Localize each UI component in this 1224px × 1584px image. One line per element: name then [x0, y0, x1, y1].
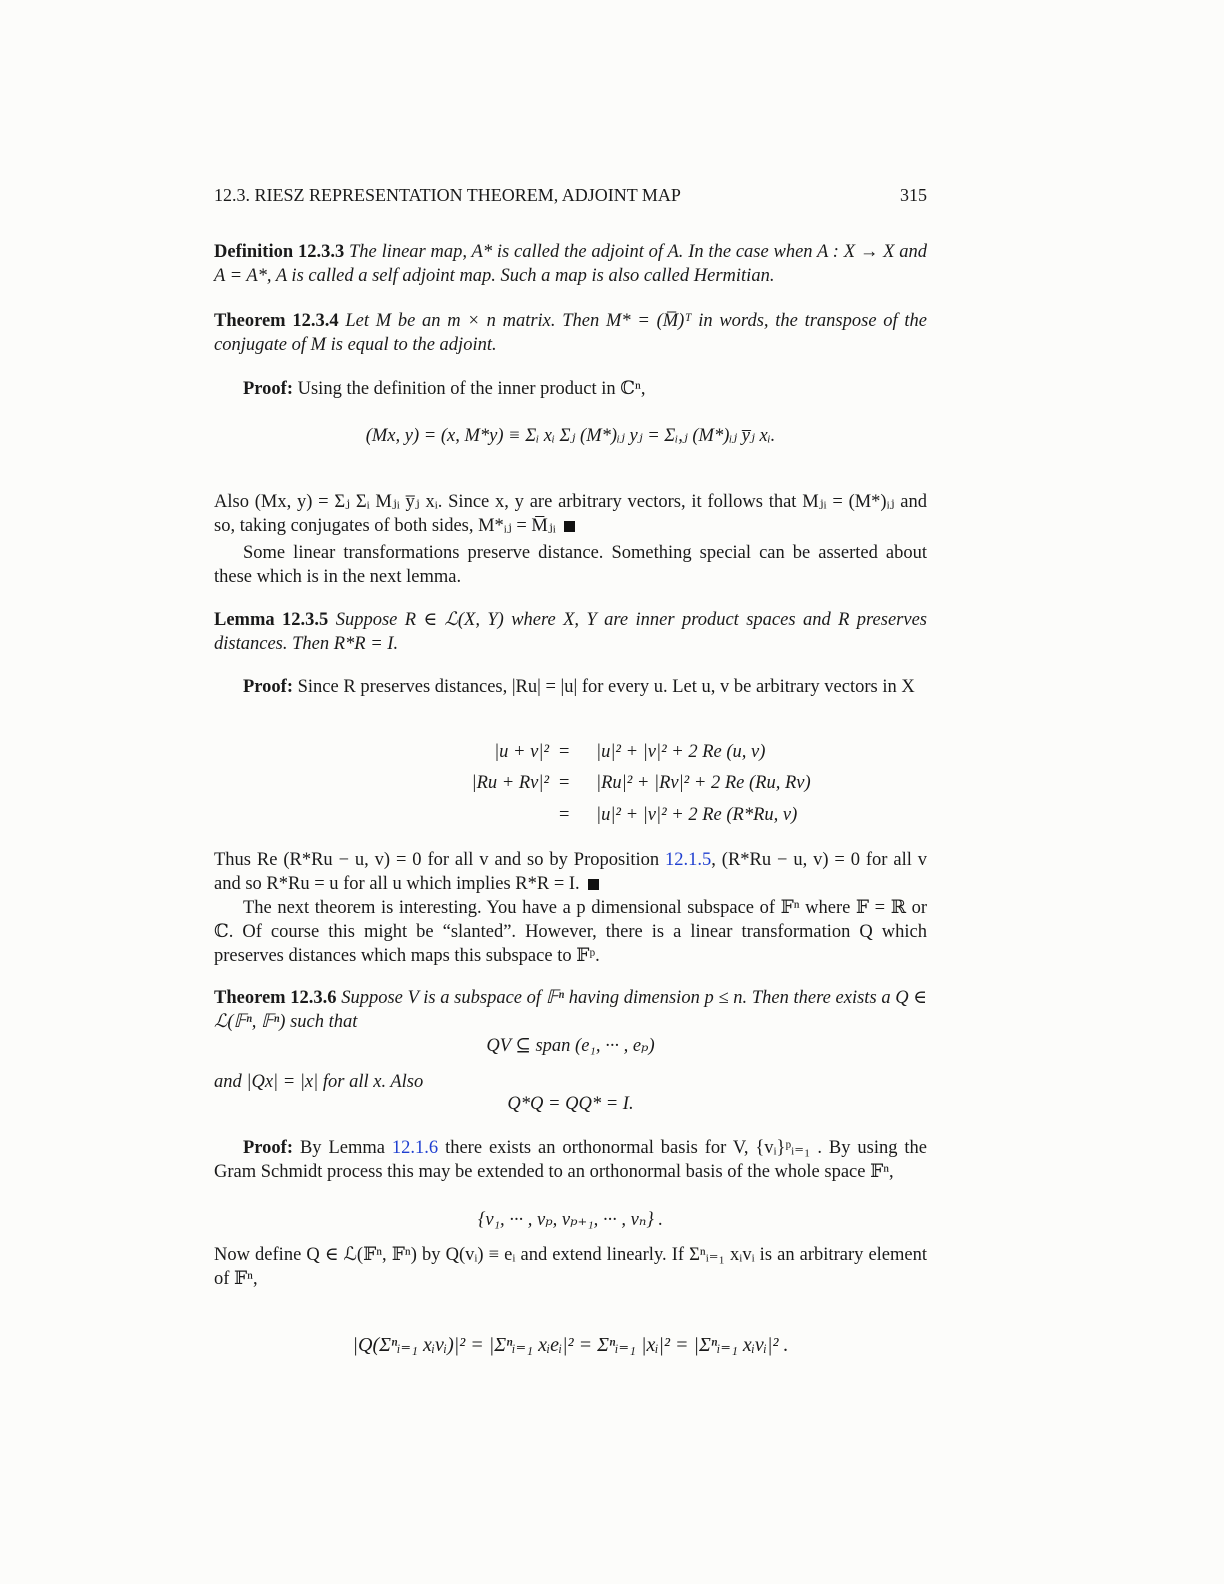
- equation-lhs: |Ru + Rv|²: [471, 773, 549, 793]
- proof-text: , (R*Ru − u, v) = 0 for all v and so R*Ru = u for all u which implies R*R = I.: [214, 850, 927, 894]
- definition-text: The linear map, A* is called the adjoint of A. In the case when A : X → X and A = A*, A is called a self adjoint map. Such a map is also called Hermitian.: [214, 242, 928, 286]
- proof-label: Proof:: [243, 379, 293, 399]
- paragraph-lead-in: The next theorem is interesting. You have a p dimensional subspace of 𝔽ⁿ where 𝔽 = ℝ or ℂ. Of course this might be “slanted”. However, there is a linear transformation Q which preserves distances which maps this subspace to 𝔽ᵖ.: [214, 898, 927, 966]
- theorem-equation-2: Q*Q = QQ* = I.: [507, 1094, 634, 1114]
- proof-1-equation: (Mx, y) = (x, M*y) ≡ Σᵢ xᵢ Σⱼ (M*)ᵢⱼ yⱼ = Σᵢ,ⱼ (M*)ᵢⱼ y̅ⱼ xᵢ.: [365, 426, 776, 446]
- lemma-label: Lemma 12.3.5: [214, 610, 329, 630]
- theorem-label: Theorem 12.3.6: [214, 988, 337, 1008]
- theorem-12-3-4: [214, 309, 927, 357]
- proof-label: Proof:: [243, 677, 293, 697]
- theorem-label: Theorem 12.3.4: [214, 311, 339, 331]
- theorem-12-3-6: [214, 986, 927, 1034]
- equation-relation: =: [559, 773, 570, 793]
- theorem-text-continued: and |Qx| = |x| for all x. Also: [214, 1072, 424, 1092]
- theorem-text: Let M be an m × n matrix. Then M* = (M̅)ᵀ in words, the transpose of the conjugate of M is equal to the adjoint.: [214, 311, 928, 355]
- proof-3-continuation: Now define Q ∈ ℒ(𝔽ⁿ, 𝔽ⁿ) by Q(vᵢ) ≡ eᵢ and extend linearly. If Σⁿᵢ₌₁ xᵢvᵢ is an arbitrary element of 𝔽ⁿ,: [214, 1245, 927, 1289]
- definition-12-3-3: [214, 240, 927, 288]
- proof-text: Since R preserves distances, |Ru| = |u| for every u. Let u, v be arbitrary vectors in X: [297, 677, 915, 697]
- proof-text: Using the definition of the inner product in ℂⁿ,: [297, 379, 646, 399]
- paragraph-lead-in: Some linear transformations preserve distance. Something special can be asserted about these which is in the next lemma.: [214, 543, 927, 587]
- lemma-text: Suppose R ∈ ℒ(X, Y) where X, Y are inner product spaces and R preserves distances. Then R*R = I.: [214, 610, 927, 654]
- basis-set: {v₁, ··· , vₚ, vₚ₊₁, ··· , vₙ} .: [477, 1210, 664, 1230]
- equation-rhs: |u|² + |v|² + 2 Re (u, v): [596, 742, 766, 762]
- final-equation: |Q(Σⁿᵢ₌₁ xᵢvᵢ)|² = |Σⁿᵢ₌₁ xᵢeᵢ|² = Σⁿᵢ₌₁ |xᵢ|² = |Σⁿᵢ₌₁ xᵢvᵢ|² .: [352, 1334, 789, 1356]
- proof-text: By Lemma: [299, 1138, 392, 1158]
- section-title: 12.3. RIESZ REPRESENTATION THEOREM, ADJOINT MAP: [214, 185, 681, 205]
- proof-text: there exists an orthonormal basis for V, {vᵢ}ᵖᵢ₌₁ . By using the Gram Schmidt process this may be extended to an orthonormal basis of the whole space 𝔽ⁿ,: [214, 1138, 928, 1182]
- running-header: [214, 185, 927, 206]
- proof-2-intro: [214, 675, 927, 699]
- page-number: 315: [900, 185, 927, 205]
- proof-2-continuation: [214, 848, 927, 896]
- proof-label: Proof:: [243, 1138, 293, 1158]
- proof-text: Also (Mx, y) = Σⱼ Σᵢ Mⱼᵢ y̅ⱼ xᵢ. Since x, y are arbitrary vectors, it follows that Mⱼᵢ = (M*)ᵢⱼ and so, taking conjugates of both sides, M*ᵢⱼ = M̅ⱼᵢ: [214, 492, 927, 536]
- proof-text: Thus Re (R*Ru − u, v) = 0 for all v and so by Proposition: [214, 850, 666, 870]
- equation-lhs: |u + v|²: [494, 742, 549, 762]
- qed-square-icon: [588, 879, 599, 890]
- equation-relation: =: [559, 742, 570, 762]
- proof-1-continuation: [214, 490, 927, 538]
- proof-1-intro: [214, 377, 927, 401]
- theorem-text: Suppose V is a subspace of 𝔽ⁿ having dimension p ≤ n. Then there exists a Q ∈ ℒ(𝔽ⁿ, 𝔽ⁿ) such that: [214, 988, 927, 1032]
- lemma-12-3-5: [214, 608, 927, 656]
- theorem-equation-1: QV ⊆ span (e₁, ··· , eₚ): [486, 1036, 655, 1056]
- lemma-link[interactable]: 12.1.6: [391, 1138, 439, 1158]
- equation-rhs: |u|² + |v|² + 2 Re (R*Ru, v): [596, 805, 798, 825]
- equation-relation: =: [559, 805, 570, 825]
- proposition-link[interactable]: 12.1.5: [665, 850, 712, 870]
- equation-rhs: |Ru|² + |Rv|² + 2 Re (Ru, Rv): [596, 773, 811, 793]
- definition-label: Definition 12.3.3: [214, 242, 345, 262]
- qed-square-icon: [564, 521, 575, 532]
- proof-3-intro: [214, 1136, 927, 1184]
